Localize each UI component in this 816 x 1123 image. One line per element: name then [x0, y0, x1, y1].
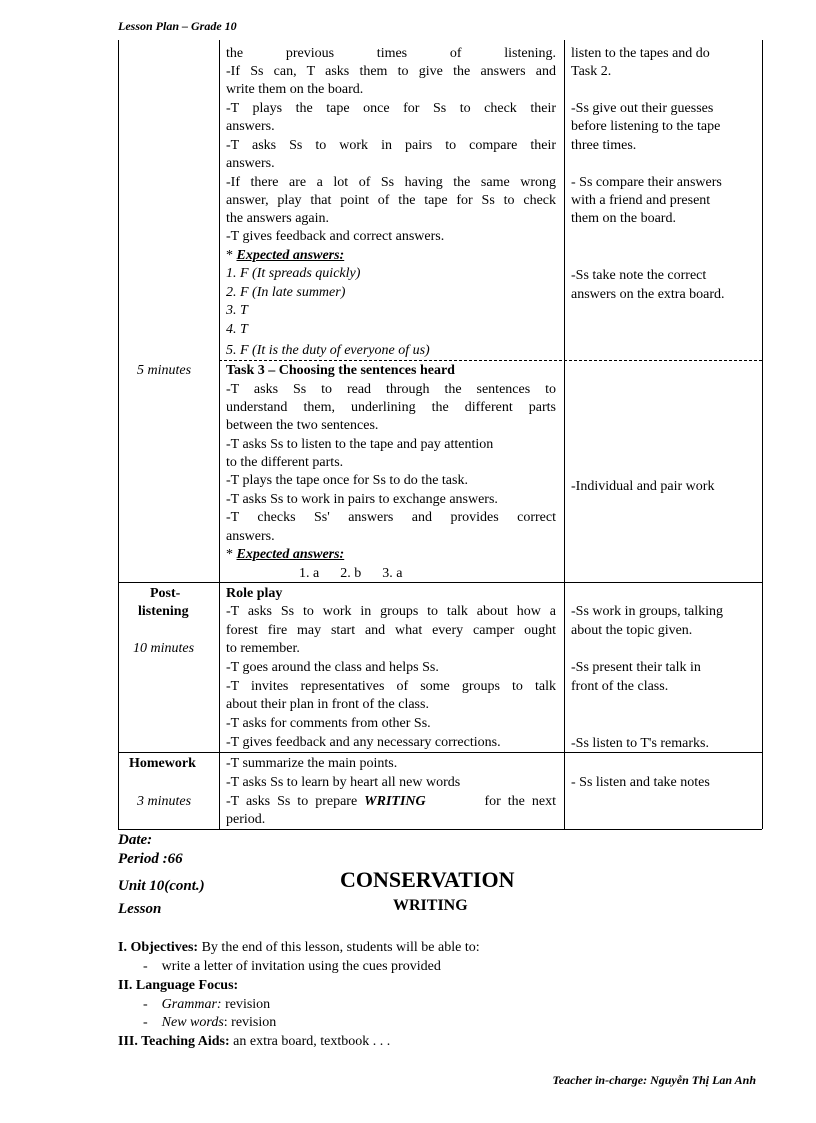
text-line: -T summarize the main points.	[226, 756, 398, 771]
new-words-label: New words	[161, 1015, 224, 1030]
stage-label: Homework	[129, 756, 196, 771]
text-segment: for the next	[477, 794, 556, 809]
stage-label: Post-	[150, 586, 181, 601]
expected-answers-label: Expected answers:	[236, 547, 345, 562]
text-line: -T asks Ss to work in pairs to exchange answers.	[226, 492, 498, 507]
activity-title: Role play	[226, 586, 283, 601]
text-line: answers.	[226, 156, 275, 171]
grammar-text: revision	[221, 997, 271, 1012]
task3-student-activity: -Individual and pair work	[571, 479, 715, 494]
text-line: about their plan in front of the class.	[226, 697, 429, 712]
text-line: three times.	[571, 138, 637, 153]
answer-item: 3. T	[226, 303, 248, 318]
text-line: -T asks Ss to listen to the tape and pay attention	[226, 437, 494, 452]
page-subtitle: WRITING	[393, 897, 468, 914]
text-line: -T gives feedback and correct answers.	[226, 229, 445, 244]
text-line: answers on the extra board.	[571, 287, 725, 302]
date-label: Date:	[118, 832, 153, 848]
answer-item: 2. F (In late summer)	[226, 285, 346, 300]
objectives-text: By the end of this lesson, students will be able to:	[198, 940, 480, 955]
text-line: -T goes around the class and helps Ss.	[226, 660, 439, 675]
answer-item: 1. F (It spreads quickly)	[226, 266, 361, 281]
text-line: answer, play that point of the tape for Ss to check	[226, 193, 556, 208]
teaching-aids-text: an extra board, textbook . . .	[229, 1034, 391, 1049]
text-line: Task 2.	[571, 64, 612, 79]
homework-student-activity: - Ss listen and take notes	[571, 775, 710, 790]
text-line	[226, 793, 556, 811]
answer-item: 5. F (It is the duty of everyone of us)	[226, 343, 430, 358]
text-line: -Ss listen to T's remarks.	[571, 736, 709, 751]
stage-time: 10 minutes	[133, 641, 195, 656]
text-line: -T plays the tape once for Ss to check their	[226, 101, 556, 116]
text-line: understand them, underlining the different parts	[226, 400, 556, 415]
text-line: -T asks Ss to learn by heart all new words	[226, 775, 461, 790]
writing-word: WRITING	[364, 794, 426, 809]
text-line: - Ss compare their answers	[571, 175, 722, 190]
objectives-line	[118, 939, 480, 957]
stage-label: listening	[138, 604, 189, 619]
teaching-aids-label: III. Teaching Aids:	[118, 1034, 230, 1049]
text-line: answers.	[226, 529, 275, 544]
expected-answers-label: Expected answers:	[236, 248, 345, 263]
grammar-item: - Grammar: revision	[143, 997, 271, 1012]
text-line: write them on the board.	[226, 82, 364, 97]
text-line: -Ss work in groups, talking	[571, 604, 724, 619]
text-line: -T checks Ss' answers and provides correct	[226, 510, 556, 525]
text-line: -T asks Ss to work in pairs to compare their	[226, 138, 556, 153]
text-line: -Ss give out their guesses	[571, 101, 714, 116]
text-line: -Ss take note the correct	[571, 268, 707, 283]
teacher-in-charge: Teacher in-charge: Nguyễn Thị Lan Anh	[552, 1073, 756, 1087]
text-line: to the different parts.	[226, 455, 344, 470]
text-line: listen to the tapes and do	[571, 46, 710, 61]
text-line: -T asks Ss to read through the sentences to	[226, 382, 556, 397]
text-line: the answers again.	[226, 211, 330, 226]
text-line: them on the board.	[571, 211, 676, 226]
text-line: -T asks Ss to work in groups to talk about how a	[226, 604, 556, 619]
text-line: answers.	[226, 119, 275, 134]
page-header: Lesson Plan – Grade 10	[118, 19, 237, 33]
task3-time: 5 minutes	[137, 363, 192, 378]
new-words-text: : revision	[223, 1015, 277, 1030]
task3-title: Task 3 – Choosing the sentences heard	[226, 363, 455, 378]
stage-time: 3 minutes	[137, 794, 192, 809]
text-line: the previous times of listening.	[226, 46, 556, 61]
period-label: Period :66	[118, 851, 183, 867]
text-segment: -T asks Ss to prepare	[226, 794, 365, 809]
grammar-label: Grammar:	[161, 997, 222, 1012]
task3-answers: 1. a 2. b 3. a	[299, 566, 403, 581]
page-title: CONSERVATION	[340, 867, 515, 892]
text-line: -If there are a lot of Ss having the same wrong	[226, 175, 556, 190]
text-line: -Ss present their talk in	[571, 660, 701, 675]
text-line: -T plays the tape once for Ss to do the task.	[226, 473, 468, 488]
text-line: front of the class.	[571, 679, 669, 694]
new-words-item: - New words: revision	[143, 1015, 277, 1030]
text-line: about the topic given.	[571, 623, 693, 638]
expected-answers-heading: * Expected answers:	[226, 547, 345, 562]
objectives-item-text: write a letter of invitation using the cues provided	[161, 959, 441, 974]
text-line: before listening to the tape	[571, 119, 721, 134]
answer-item: 4. T	[226, 322, 248, 337]
text-line: between the two sentences.	[226, 418, 379, 433]
objectives-item: - write a letter of invitation using the cues provided	[143, 959, 441, 974]
text-line: -If Ss can, T asks them to give the answers and	[226, 64, 556, 79]
text-line: with a friend and present	[571, 193, 711, 208]
text-line: -T gives feedback and any necessary corrections.	[226, 735, 501, 750]
text-line: -T asks for comments from other Ss.	[226, 716, 431, 731]
text-line: period.	[226, 812, 266, 827]
text-line: -T invites representatives of some groups to talk	[226, 679, 556, 694]
text-line: forest fire may start and what every camper ought	[226, 623, 556, 638]
expected-answers-heading: * Expected answers:	[226, 248, 345, 263]
objectives-label: I. Objectives:	[118, 940, 199, 955]
language-focus-label: II. Language Focus:	[118, 978, 239, 993]
lesson-label: Lesson	[118, 901, 162, 917]
unit-label: Unit 10(cont.)	[118, 878, 205, 894]
teaching-aids-line	[118, 1033, 390, 1051]
text-line: to remember.	[226, 641, 300, 656]
